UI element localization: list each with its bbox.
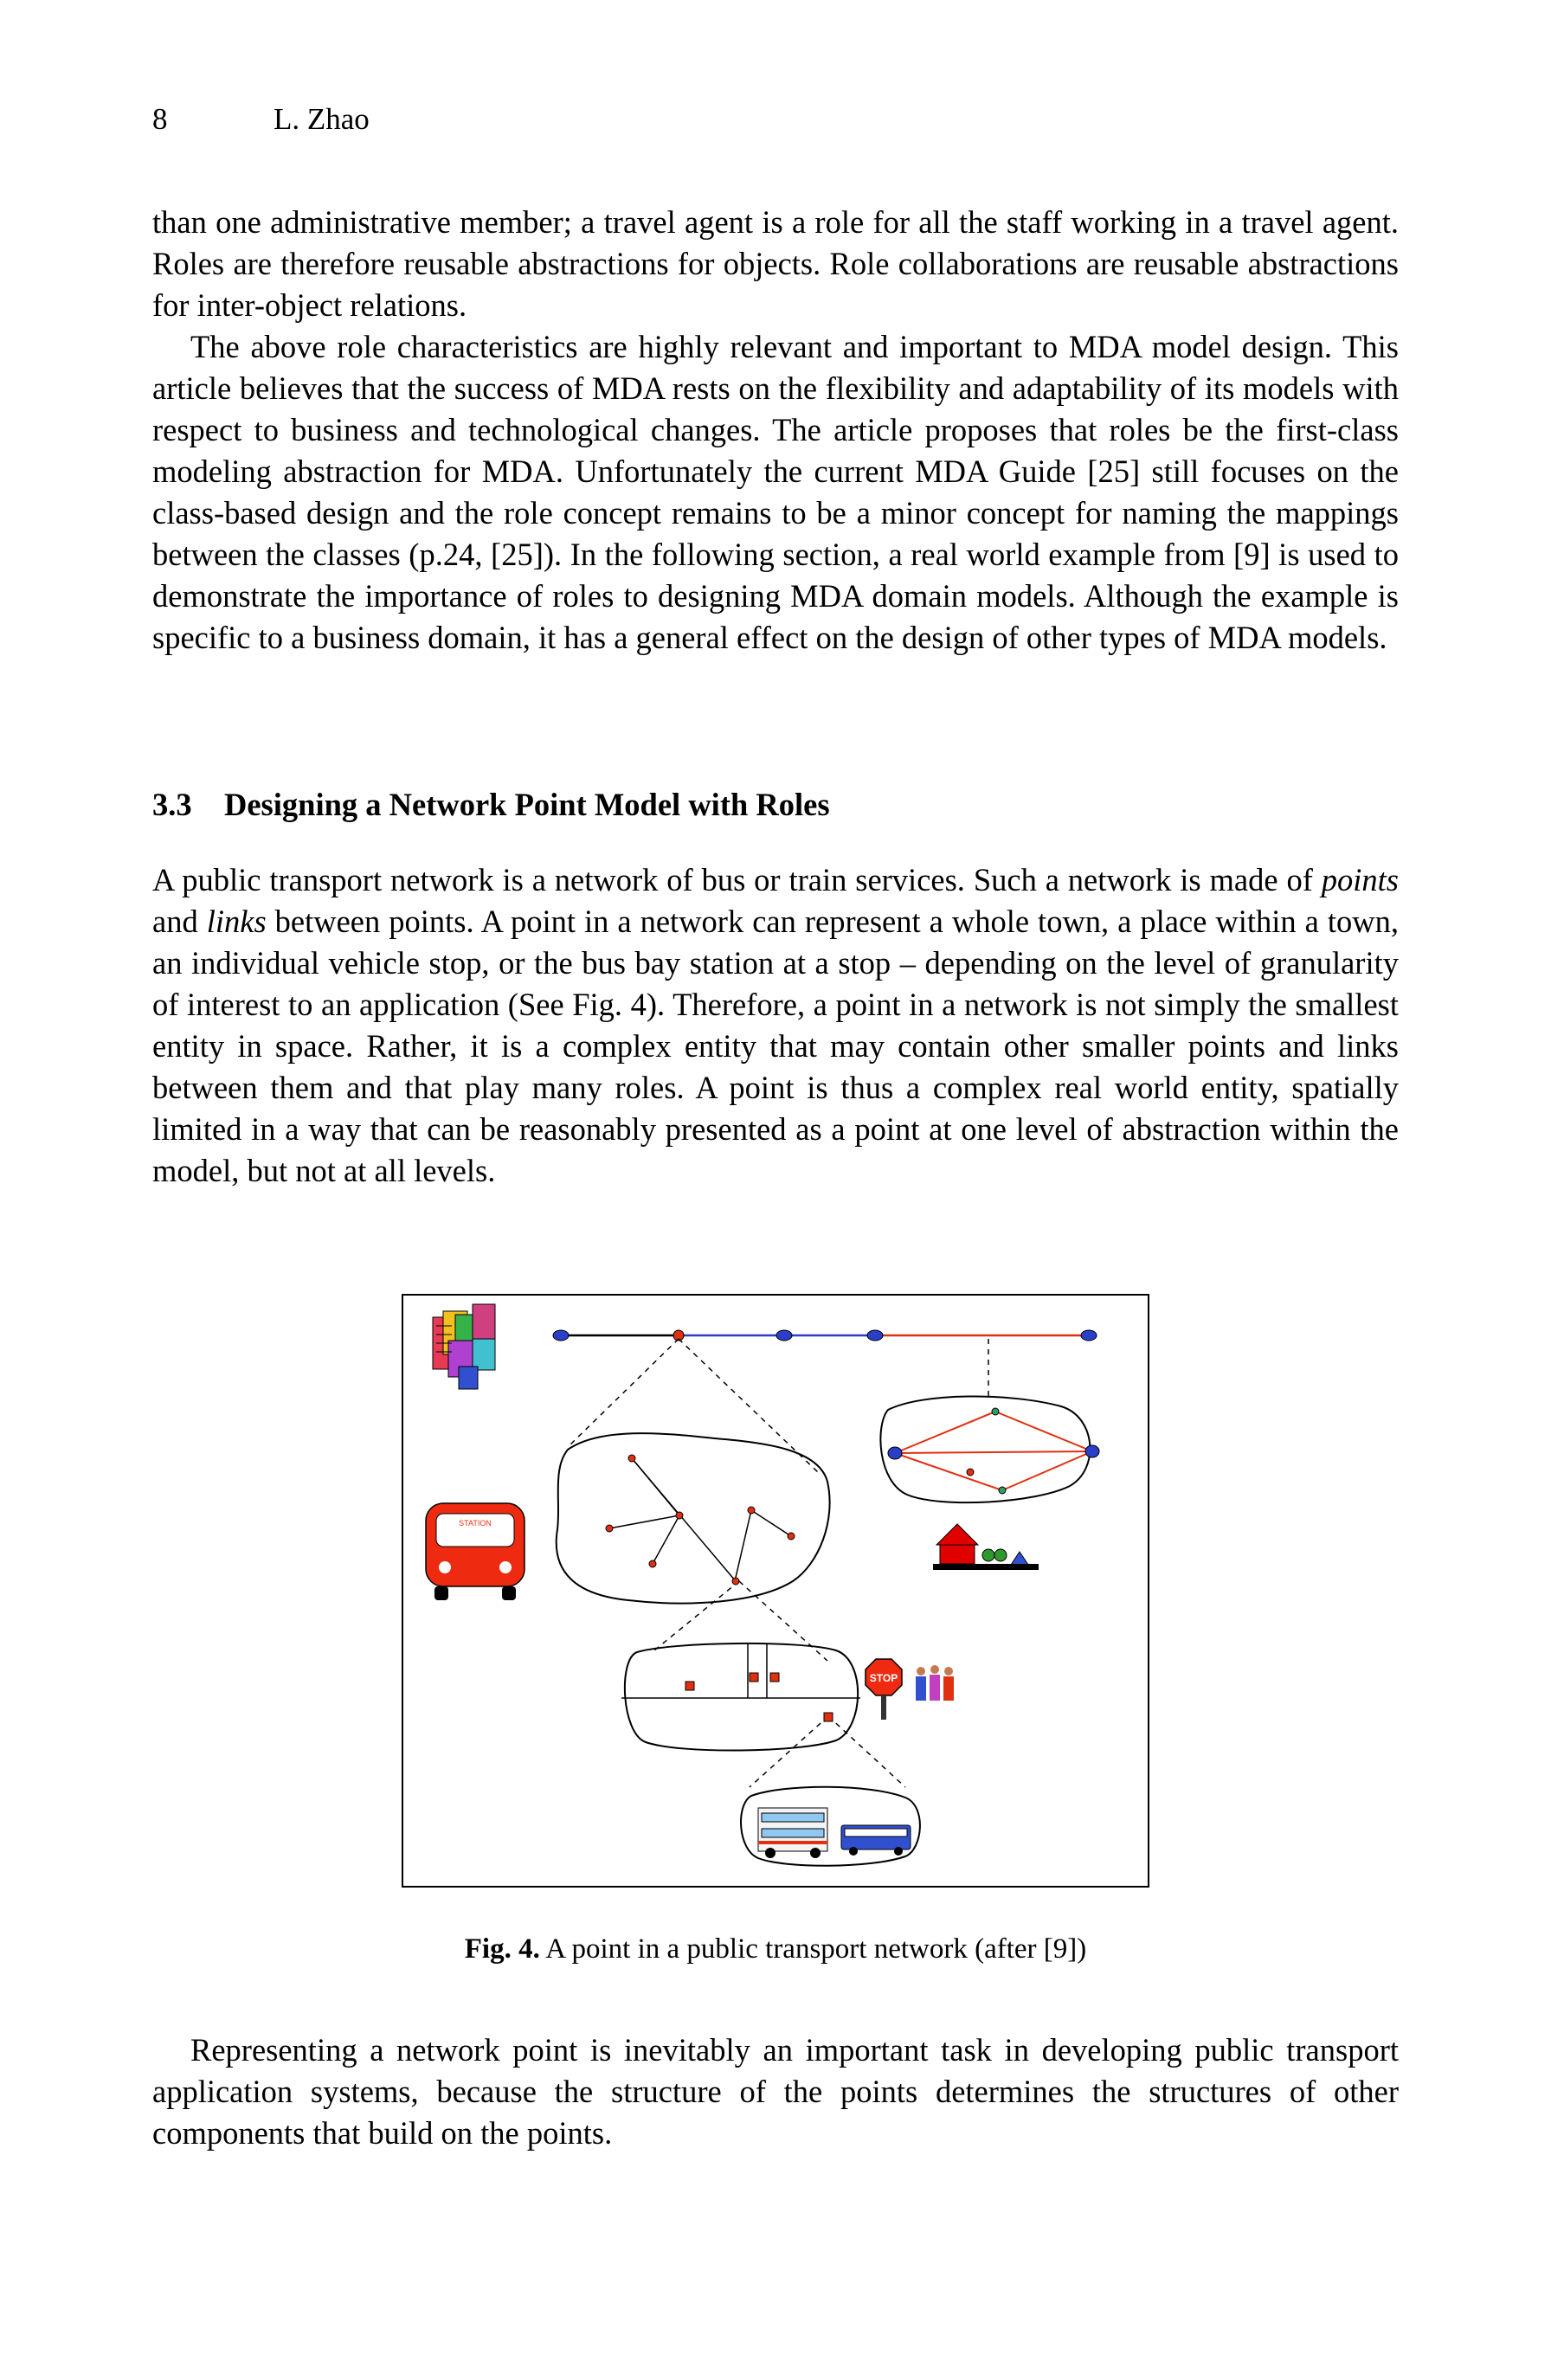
people-icon <box>916 1665 954 1701</box>
running-header <box>152 102 370 137</box>
village-icon <box>933 1524 1039 1570</box>
section-heading <box>152 786 830 823</box>
station-layout <box>621 1643 860 1751</box>
figure-4-diagram <box>403 1296 1148 1886</box>
term-links: links <box>206 904 267 939</box>
stop-sign-text: STOP <box>869 1672 898 1684</box>
paragraph-2 <box>152 326 1399 659</box>
paragraph-3-part-a: A public transport network is a network of bus or train services. Such a network is made of <box>152 862 1322 897</box>
bus-bay <box>741 1787 920 1866</box>
figure-4 <box>402 1294 1149 1888</box>
section-number: 3.3 <box>152 787 192 822</box>
running-author: L. Zhao <box>274 102 370 136</box>
paragraph-3-part-b: and <box>152 904 207 939</box>
figure-caption-label: Fig. 4. <box>464 1933 540 1965</box>
bus-sign-text: STATION <box>459 1519 492 1528</box>
paragraph-4-text: Representing a network point is inevitably an important task in developing public transport application systems, because the structure of the points determines the structures of other components that build on the points. <box>152 2032 1399 2151</box>
top-network-line <box>553 1330 1097 1341</box>
paragraph-3-part-c: between points. A point in a network can represent a whole town, a place within a town, an individual vehicle stop, or the bus bay station at a stop – depending on the level of granularity of interest to an application (See Fig. 4). Therefore, a point in a network is not simply the smallest entity in space. Rather, it is a complex entity that may contain other smaller points and links between them and that play many roles. A point is thus a complex real world entity, spatially limited in a way that can be reasonably presented as a point at one level of abstraction within the model, but not at all levels. <box>152 904 1399 1188</box>
double-decker-bus-icon <box>758 1808 827 1858</box>
paragraph-3 <box>152 859 1399 1192</box>
page-number: 8 <box>152 102 168 136</box>
area-network <box>880 1396 1099 1502</box>
stop-sign-icon <box>866 1659 902 1720</box>
paragraph-1-text: than one administrative member; a travel agent is a role for all the staff working in a travel agent. Roles are therefore reusable abstractions for objects. Role collaborations are reusable abstractions for inter-object relations. <box>152 204 1399 323</box>
bus-front-icon <box>426 1503 525 1600</box>
figure-caption <box>0 1933 1551 1965</box>
paragraph-4 <box>152 2029 1399 2154</box>
paragraph-3-text <box>152 859 1399 1192</box>
term-points: points <box>1321 862 1399 897</box>
city-buildings-icon <box>433 1304 495 1389</box>
zoom-lines <box>568 1339 988 1787</box>
section-title: Designing a Network Point Model with Roles <box>224 787 830 822</box>
coach-icon <box>841 1825 911 1856</box>
paragraph-2-text: The above role characteristics are highly relevant and important to MDA model design. This article believes that the success of MDA rests on the flexibility and adaptability of its models with respect to business and technological changes. The article proposes that roles be the first-class modeling abstraction for MDA. Unfortunately the current MDA Guide [25] still focuses on the class-based design and the role concept remains to be a minor concept for naming the mappings between the classes (p.24, [25]). In the following section, a real world example from [9] is used to demonstrate the importance of roles to designing MDA domain models. Although the example is specific to a business domain, it has a general effect on the design of other types of MDA models. <box>152 329 1399 655</box>
paragraph-1 <box>152 202 1399 326</box>
town-network <box>557 1433 830 1603</box>
figure-caption-text: A point in a public transport network (after [9]) <box>539 1933 1087 1965</box>
